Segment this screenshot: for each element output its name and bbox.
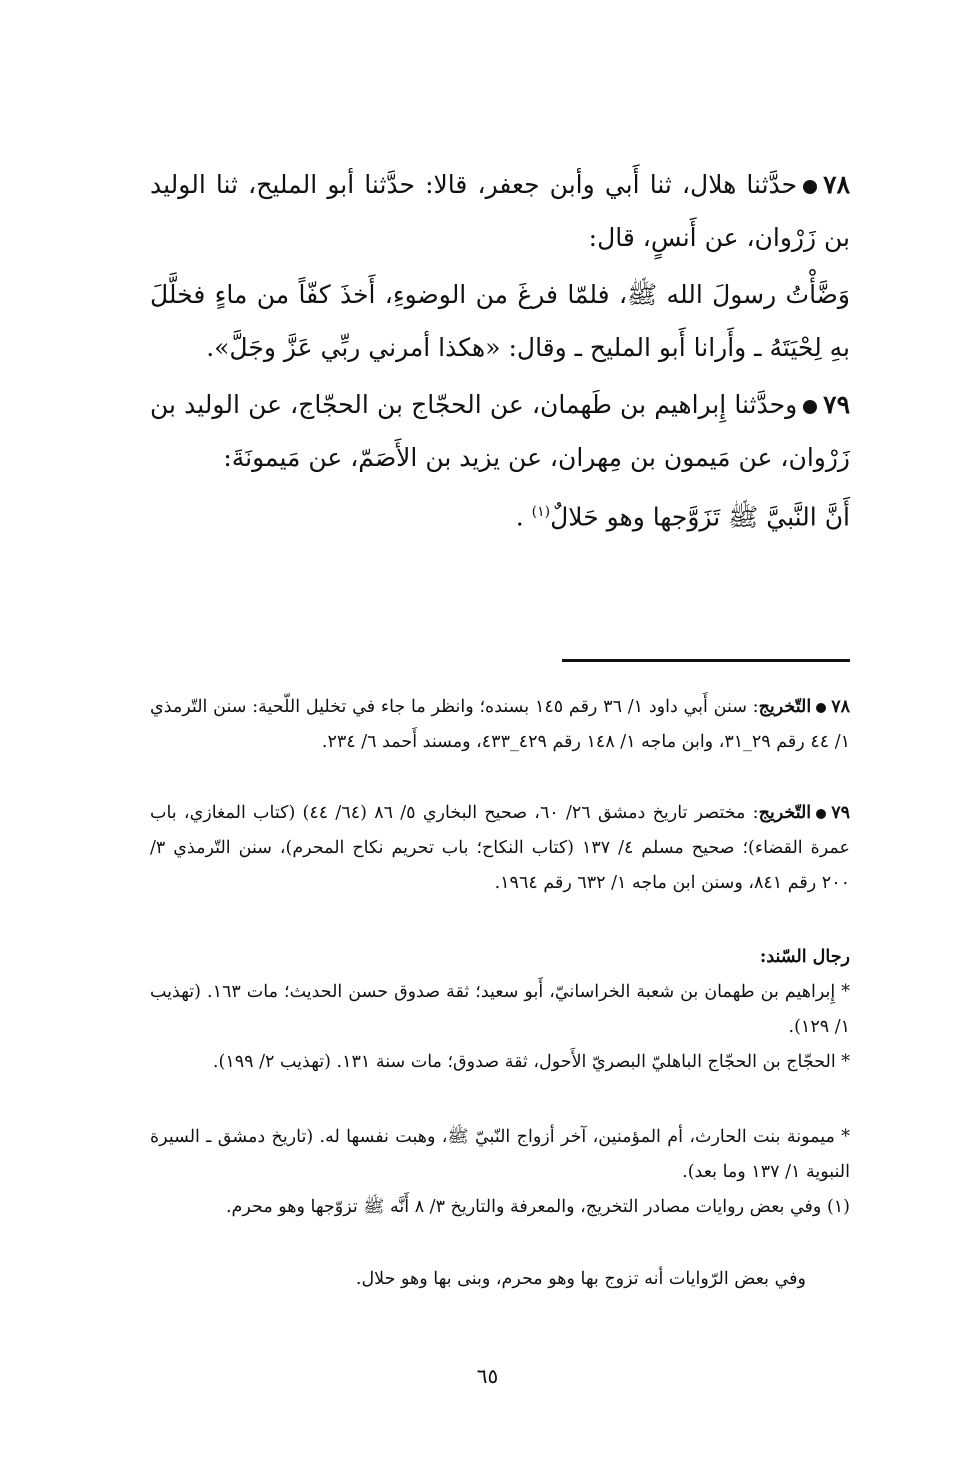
hadith-number: ٧٨ (823, 170, 850, 199)
footnote-79 (150, 796, 850, 901)
hadith-chain-text: وحدَّثنا إِبراهيم بن طَهمان، عن الحجّاج بن الحجّاج، عن الوليد بن زَرْوان، عن مَيمون بن مِهران، عن يزيد بن الأَصَمّ، عن مَيمونَةَ: (150, 390, 850, 472)
footnote-text: : مختصر تاريخ دمشق ٢٦/ ٦٠، صحيح البخاري ٥/ ٨٦ (٦٤/ ٤٤) (كتاب المغازي، باب عمرة القضاء)؛ صحيح مسلم ٤/ ١٣٧ (كتاب النكاح؛ باب تحريم نكاح المحرم)، سنن التّرمذي ٣/ ٢٠٠ رقم ٨٤١، وسنن ابن ماجه ١/ ٦٣٢ رقم ١٩٦٤. (150, 803, 850, 893)
hadith-matn: أَنَّ النَّبيَّ ﷺ تَزَوَّجها وهو حَلالٌ (550, 502, 850, 532)
footnote-text: وفي بعض روايات مصادر التخريج، والمعرفة والتاريخ ٣/ ٨ أَنَّه ﷺ تزوّجها وهو محرم. (225, 1197, 822, 1217)
footnote-text: وفي بعض الرّوايات أنه تزوج بها وهو محرم، وبنى بها وهو حلال. (355, 1269, 806, 1289)
footnote-number: ٧٩ (831, 803, 850, 823)
hadith-chain-text: حدَّثنا هلال، ثنا أَبي وأبن جعفر، قالا: حدَّثنا أبو المليح، ثنا الوليد بن زَرْوان، عن أَنسٍ، قال: (150, 170, 850, 252)
hadith-79-text (150, 486, 850, 543)
footnote-1-extra (150, 1262, 850, 1297)
bullet-icon (803, 180, 817, 194)
bullet-icon (816, 809, 826, 819)
hadith-78-text (150, 268, 850, 374)
rijal-entry (150, 1045, 850, 1080)
hadith-79-chain (150, 378, 850, 484)
sentence-end: . (515, 502, 524, 532)
rijal-entry-text: * إِبراهيم بن طهمان بن شعبة الخراسانيّ، أَبو سعيد؛ ثقة صدوق حسن الحديث؛ مات ١٦٣. (تهذيب ١/ ١٢٩). (150, 982, 851, 1037)
footnote-78 (150, 690, 850, 760)
hadith-matn: وَضَّأْتُ رسولَ الله ﷺ، فلمّا فرغَ من الوضوءِ، أَخذَ كفّاً من ماءٍ فخلَّلَ بهِ لِحْيَتَهُ ـ وأَرانا أَبو المليح ـ وقال: «هكذا أمرني ربِّي عَزَّ وجَلَّ». (150, 280, 850, 362)
bullet-icon (803, 400, 817, 414)
rijal-heading-text: رجال السّند: (759, 947, 850, 967)
rijal-entry (150, 975, 850, 1045)
hadith-78-chain (150, 158, 850, 264)
footnote-separator (562, 659, 850, 662)
footnote-number: ٧٨ (831, 697, 851, 717)
bullet-icon (816, 703, 826, 713)
rijal-entry-text: * ميمونة بنت الحارث، أم المؤمنين، آخر أزواج النّبيّ ﷺ، وهبت نفسها له. (تاريخ دمشق ـ السيرة النبوية ١/ ١٣٧ وما بعد). (150, 1127, 850, 1182)
footnote-label: التّخريج (758, 697, 812, 717)
footnote-marker: (١) (826, 1197, 850, 1217)
hadith-number: ٧٩ (823, 390, 850, 419)
footnote-text: : سنن أَبي داود ١/ ٣٦ رقم ١٤٥ بسنده؛ وانظر ما جاء في تخليل اللّحية: سنن التّرمذي ١/ ٤٤ رقم ٢٩_٣١، وابن ماجه ١/ ١٤٨ رقم ٤٢٩_٤٣٣، ومسند أَحمد ٦/ ٢٣٤. (150, 697, 850, 752)
footnote-1 (150, 1190, 850, 1225)
rijal-entry (150, 1120, 850, 1190)
footnote-ref: (١) (531, 504, 551, 520)
rijal-heading (150, 940, 850, 975)
rijal-entry-text: * الحجّاج بن الحجّاج الباهليّ البصريّ الأَحول، ثقة صدوق؛ مات سنة ١٣١. (تهذيب ٢/ ١٩٩). (212, 1052, 850, 1072)
footnote-label: التّخريج (758, 803, 812, 823)
page-number: ٦٥ (476, 1364, 499, 1388)
